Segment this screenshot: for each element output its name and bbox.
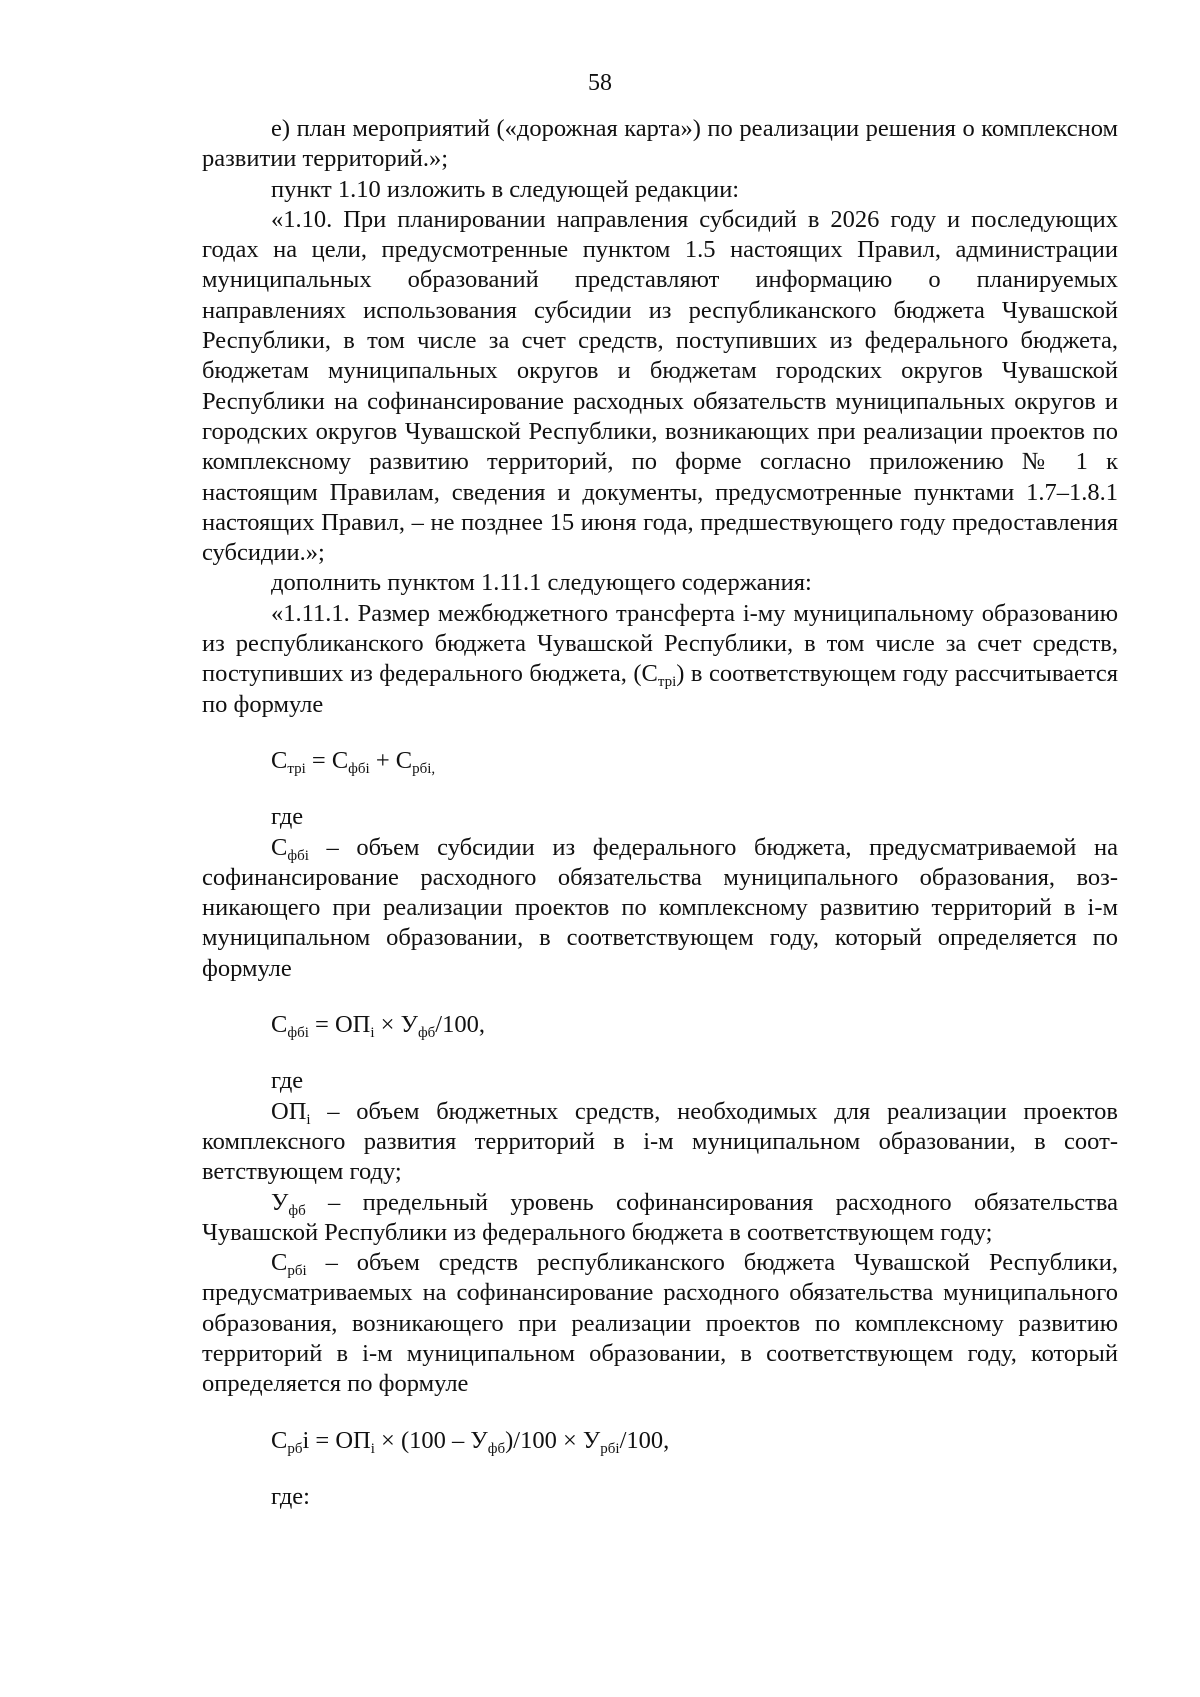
- where-label: где:: [271, 1482, 310, 1510]
- subscript: трi: [287, 760, 306, 777]
- formula-term: С: [271, 1011, 288, 1039]
- paragraph-add-1-11-1: дополнить пунктом 1.11.1 следующего содержания:: [271, 569, 812, 597]
- symbol: С: [271, 833, 288, 861]
- symbol: У: [271, 1188, 289, 1216]
- text-run: – объем средств республиканского бюджета Чувашской Республики, предусматриваемых на софинансирование расходного обязательства муниципального образования, возникающего при реализации проектов по комплексному развитию территорий в i-м муниципальном образовании, в соответствующем году, который определяется по формуле: [202, 1249, 1118, 1398]
- text-run: – предельный уровень софинансирования расходного обязательства Чувашской Республики из федерального бюджета в соответствующем году;: [202, 1188, 1118, 1246]
- formula-term: /100,: [619, 1426, 670, 1454]
- subscript: фб: [288, 1202, 306, 1219]
- where-label: где: [271, 803, 304, 831]
- formula-transfer-total: [202, 746, 1118, 776]
- paragraph-amend-1-10: пункт 1.10 изложить в следующей редакции:: [271, 175, 740, 203]
- text-run: ) в соответствующем году рассчитывается по формуле: [202, 660, 1118, 718]
- paragraph-budget-volume: [202, 1097, 1118, 1188]
- where-label: где: [271, 1067, 304, 1095]
- paragraph-cofinancing-level: [202, 1188, 1118, 1249]
- paragraph-federal-subsidy: [202, 833, 1118, 984]
- formula-term: = С: [305, 746, 349, 774]
- paragraph-1-10-text: «1.10. При планировании направления субсидий в 2026 году и последующих годах на цели, предусмотренные пунктом 1.5 настоящих Правил, администрации муниципальных образований представляют информацию о планируемых направлениях использования субсидии из республиканского бюджета Чувашской Республики, в том числе за счет средств, поступивших из федерального бюджета, бюджетам муниципальных округов и бюджетам городских округов Чувашской Республики на софинансирование расходных обязательств муниципальных округов и городских округов Чувашской Республики, возникающих при реализации проектов по комплексному развитию территорий, по форме согласно приложению № 1 к настоящим Правилам, сведения и документы, предусмотренные пунктами 1.7–1.8.1 настоящих Правил, – не позднее 15 июня года, предшествующего году предоставления субсидии.»;: [202, 205, 1118, 567]
- subscript: рбi: [600, 1440, 620, 1457]
- paragraph-road-map: е) план мероприятий («дорожная карта») по реализации решения о комплексном развитии территорий.»;: [202, 115, 1118, 173]
- text-run: – объем бюджетных средств, необходимых для реализации проектов комплексного развития территорий в i-м муниципальном образовании, в соответствующем году;: [202, 1097, 1118, 1186]
- paragraph-1-11-1-text: [202, 599, 1118, 720]
- formula-republic-funds: [202, 1426, 1118, 1456]
- text-run: – объем субсидии из федерального бюджета, предусматриваемой на софинансирование расходного обязательства муниципального образования, возникающего при реализации проектов по комплексному развитию территорий в i-м муниципальном образовании, в соответствующем году, который определяется по формуле: [202, 833, 1118, 982]
- formula-term: = ОП: [308, 1011, 371, 1039]
- formula-term: /100,: [435, 1011, 485, 1039]
- formula-term: + С: [369, 746, 413, 774]
- subscript: рб: [287, 1440, 303, 1457]
- formula-term: С: [271, 1426, 288, 1454]
- subscript: i: [370, 1025, 375, 1042]
- subscript: фб: [487, 1440, 506, 1457]
- formula-term: С: [271, 746, 288, 774]
- text-run: «1.11.1. Размер межбюджетного трансферта i-му муниципальному образованию из республиканского бюджета Чувашской Республики, в том числе за счет средств, поступивших из федерального бюджета, (С: [202, 599, 1118, 688]
- formula-federal-subsidy: [202, 1010, 1118, 1040]
- formula-term: )/100 × У: [505, 1426, 601, 1454]
- subscript: фбi: [287, 847, 309, 864]
- formula-term: × У: [374, 1011, 418, 1039]
- subscript: трi: [657, 674, 677, 691]
- subscript: i: [370, 1440, 375, 1457]
- formula-term: × (100 – У: [374, 1426, 488, 1454]
- subscript: рбi,: [412, 760, 436, 777]
- subscript: рбi: [287, 1263, 307, 1280]
- formula-term: i = ОП: [302, 1426, 371, 1454]
- symbol: С: [271, 1249, 288, 1277]
- subscript: i: [306, 1111, 311, 1128]
- document-body: [202, 114, 1118, 1512]
- page-number: 58: [588, 70, 612, 96]
- paragraph-republic-funds: [202, 1248, 1118, 1399]
- symbol: ОП: [271, 1097, 307, 1125]
- subscript: фбi: [287, 1025, 309, 1042]
- subscript: фбi: [348, 760, 370, 777]
- subscript: фб: [417, 1025, 436, 1042]
